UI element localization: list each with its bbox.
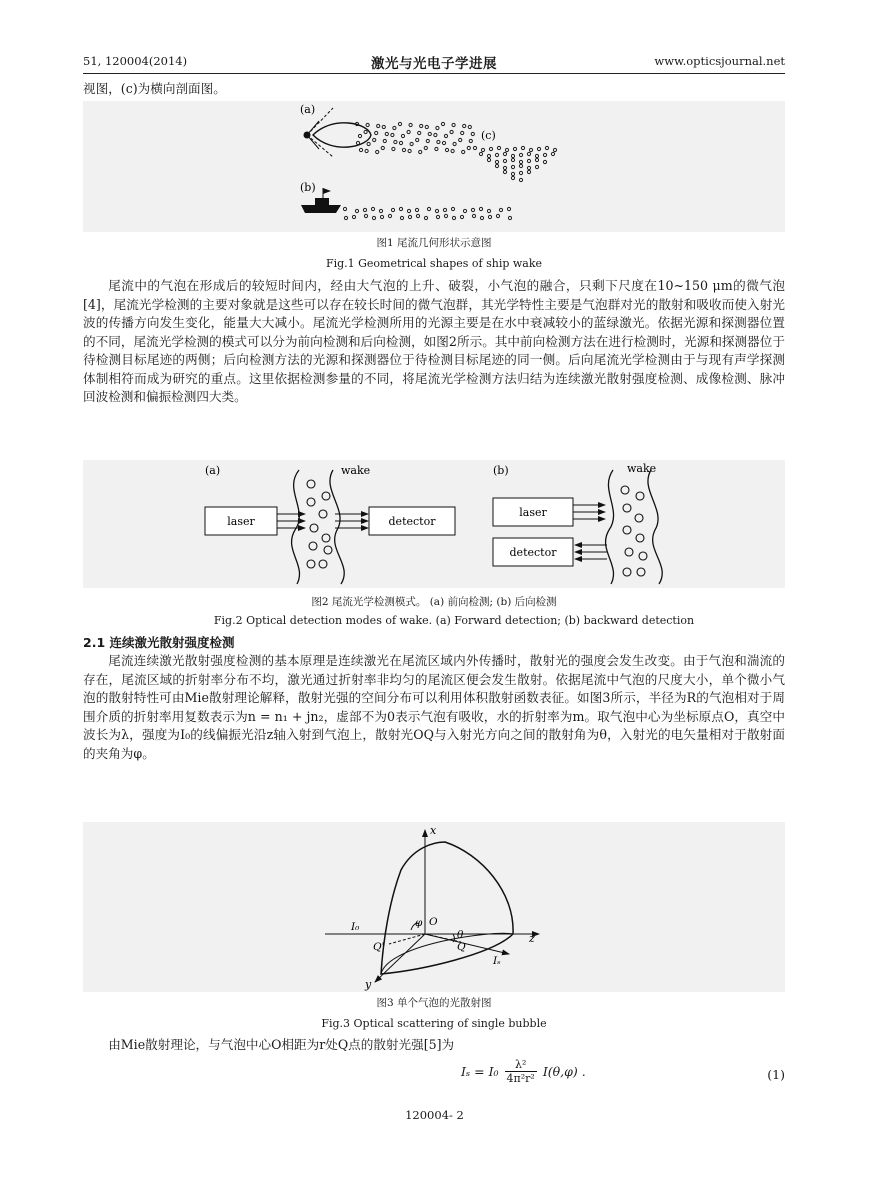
fig2b-label: (b): [493, 464, 509, 477]
figure-2: [83, 460, 785, 588]
bubble-dot: [391, 208, 394, 211]
bubble-dot: [409, 123, 412, 126]
bubble-dot: [487, 154, 490, 157]
bubble-dot: [503, 159, 506, 162]
bubble-dot: [527, 159, 530, 162]
wake-bubbles-cross-section: [473, 146, 556, 181]
bubble-dot: [441, 122, 444, 125]
axis-y-label: y: [365, 978, 372, 991]
wake-label-b: wake: [627, 462, 657, 475]
figure-1-caption-cn: 图1 尾流几何形状示意图: [376, 237, 492, 249]
bubble-dot: [444, 214, 447, 217]
bubble-dot: [364, 130, 367, 133]
equation-numerator: λ²: [505, 1058, 537, 1072]
bubble-dot: [529, 148, 532, 151]
bubble-dot: [505, 148, 508, 151]
bubble-dot: [435, 147, 438, 150]
bubble-dot: [495, 160, 498, 163]
wake-bubbles-top: [355, 122, 474, 153]
paragraph-3: [83, 1036, 785, 1055]
figure-2-caption-en: Fig.2 Optical detection modes of wake. (a) Forward detection; (b) backward detection: [213, 614, 695, 627]
bubble-dot: [461, 131, 464, 134]
journal-title: 激光与光电子学进展: [371, 56, 497, 72]
bubble-dot: [467, 146, 470, 149]
bubble-dot: [407, 130, 410, 133]
forward-detection-panel: [205, 464, 455, 584]
bubble-dot: [394, 140, 397, 143]
bubble-dot: [499, 208, 502, 211]
bubble-dot: [489, 147, 492, 150]
bubble-dot: [511, 158, 514, 161]
bubble-dot: [553, 148, 556, 151]
bubble-dot: [495, 164, 498, 167]
bubble-dot: [535, 165, 538, 168]
bubble-dot: [359, 148, 362, 151]
incident-label: I₀: [351, 921, 360, 933]
bubble-dot: [379, 209, 382, 212]
bubble-dot: [479, 207, 482, 210]
bubble-dot: [503, 170, 506, 173]
bubble-dot: [537, 147, 540, 150]
bubble-dot: [399, 207, 402, 210]
bubble-dot: [459, 138, 462, 141]
bubble-dot: [469, 139, 472, 142]
bubble-dot: [488, 215, 491, 218]
bubble-dot: [543, 160, 546, 163]
bubble-dot: [391, 133, 394, 136]
paragraph-2: [83, 652, 785, 763]
laser-label-b: laser: [519, 506, 547, 519]
bubble-dot: [481, 148, 484, 151]
equation-lhs: Iₛ = I₀: [461, 1064, 499, 1079]
bubble-dot: [503, 166, 506, 169]
paragraph-3-text: 由Mie散射理论，与气泡中心O相距为r处Q点的散射光强[5]为: [108, 1037, 455, 1052]
bubble-dot: [497, 146, 500, 149]
bubble-dot: [418, 131, 421, 134]
wake-label-a: wake: [341, 464, 371, 477]
bubble-dot: [435, 209, 438, 212]
figure-3-caption-cn: 图3 单个气泡的光散射图: [376, 997, 492, 1009]
bubble-dot: [519, 153, 522, 156]
q-label: Q: [457, 941, 466, 953]
bubble-dot: [452, 216, 455, 219]
bubble-dot: [436, 215, 439, 218]
bubble-dot: [367, 142, 370, 145]
bubble-dot: [472, 214, 475, 217]
fig1-label-a: (a): [300, 103, 316, 116]
bubble-dot: [428, 132, 431, 135]
bubble-dot: [419, 150, 422, 153]
bubble-dot: [392, 147, 395, 150]
detector-label-a: detector: [388, 515, 436, 528]
bubble-dot: [381, 146, 384, 149]
equation-fraction: [505, 1058, 537, 1085]
figure-2-drawing: [83, 460, 785, 588]
bubble-dot: [471, 132, 474, 135]
bubble-dot: [407, 209, 410, 212]
bubble-dot: [463, 124, 466, 127]
bubble-dot: [373, 138, 376, 141]
bubble-dot: [401, 134, 404, 137]
detector-label-b: detector: [509, 546, 557, 559]
bubble-dot: [416, 138, 419, 141]
bubble-dot: [375, 131, 378, 134]
bubble-dot: [366, 123, 369, 126]
header-rule: [83, 73, 785, 74]
bubble-dot: [426, 139, 429, 142]
bubble-dot: [399, 141, 402, 144]
bubble-dot: [453, 142, 456, 145]
bubble-dot: [376, 150, 379, 153]
bubble-dot: [443, 208, 446, 211]
bubble-dot: [416, 214, 419, 217]
bubble-dot: [519, 164, 522, 167]
backward-detection-panel: [493, 462, 662, 584]
paragraph-1-text: 尾流中的气泡在形成后的较短时间内，经由大气泡的上升、破裂，小气泡的融合，只剩下尺度在10~150 μm的微气泡[4]，尾流光学检测的主要对象就是这些可以存在较长时间的微气泡群，其光学特性主要是气泡群对光的散射和吸收而使入射光波的传播方向发生变化，能量大大减小。尾流光学检测所用的光源主要是在水中衰减较小的蓝绿激光。依据光源和探测器位置的不同，尾流光学检测的模式可以分为前向检测和后向检测，如图2所示。其中前向检测方法在进行检测时，光源和探测器位于待检测目标尾迹的两侧；后向检测方法的光源和探测器位于待检测目标尾迹的同一侧。后向尾流光学检测由于与现有声学探测体制相符而成为研究的重点。这里依据检测参量的不同，将尾流光学检测方法归结为连续激光散射强度检测、成像检测、脉冲回波检测和偏振检测四大类。: [83, 278, 785, 404]
figure-1-caption-en: Fig.1 Geometrical shapes of ship wake: [325, 257, 543, 270]
bubble-dot: [519, 171, 522, 174]
bubble-dot: [462, 150, 465, 153]
bubble-dot: [513, 147, 516, 150]
bubble-dot: [415, 208, 418, 211]
bubble-dot: [519, 178, 522, 181]
bubble-dot: [535, 158, 538, 161]
paragraph-2-text: 尾流连续激光散射强度检测的基本原理是连续激光在尾流区域内外传播时，散射光的强度会发生改变。由于气泡和湍流的存在，尾流区域的折射率分布不均，激光通过折射率非均匀的尾流区便会发生散射。依据尾流中气泡的尺度大小，单个微小气泡的散射特性可由Mie散射理论解释，散射光强的空间分布可以利用体积散射函数表征。如图3所示，半径为R的气泡相对于周围介质的折射率用复数表示为n = n₁ + jn₂，虚部不为0表示气泡有吸收，水的折射率为m。取气泡中心为坐标原点O，真空中波长为λ，强度为I₀的线偏振光沿z轴入射到气泡上，散射光OQ与入射光方向之间的散射角为θ，入射光的电矢量相对于散射面的夹角为φ。: [83, 653, 785, 761]
bubble-dot: [495, 153, 498, 156]
bubble-dot: [444, 134, 447, 137]
page-header: [83, 52, 785, 74]
q-prime-label: Q': [373, 941, 385, 953]
figure-3-drawing: [83, 822, 785, 992]
paragraph-1: [83, 277, 785, 407]
bubble-dot: [487, 158, 490, 161]
bubble-dot: [507, 207, 510, 210]
bubble-dot: [363, 208, 366, 211]
figure-3: [83, 822, 785, 992]
bubble-dot: [527, 166, 530, 169]
bubble-dot: [398, 122, 401, 125]
bubble-dot: [535, 154, 538, 157]
bubble-dot: [451, 207, 454, 210]
bubble-dot: [380, 215, 383, 218]
equation-number: (1): [767, 1067, 785, 1082]
fig1-label-c: (c): [481, 129, 496, 142]
bubble-dot: [511, 165, 514, 168]
bubble-dot: [402, 148, 405, 151]
axis-x-label: x: [430, 824, 437, 837]
fig2a-label: (a): [205, 464, 221, 477]
bubble-dot: [551, 152, 554, 155]
journal-citation: 51, 120004(2014): [83, 54, 188, 68]
origin-label: O: [429, 916, 438, 928]
bubble-dot: [463, 209, 466, 212]
bubble-dot: [364, 214, 367, 217]
bubble-dot: [425, 125, 428, 128]
bubble-dot: [356, 141, 359, 144]
bubble-dot: [383, 139, 386, 142]
bubble-dot: [527, 170, 530, 173]
bubble-dot: [452, 123, 455, 126]
bubble-dot: [408, 215, 411, 218]
section-heading: 2.1 连续激光散射强度检测: [83, 635, 235, 650]
page-footer: 120004- 2: [405, 1108, 464, 1122]
equation-denominator: 4π²r²: [506, 1072, 535, 1085]
figure-3-caption-en: Fig.3 Optical scattering of single bubble: [321, 1017, 547, 1030]
bubble-dot: [372, 216, 375, 219]
bubble-dot: [445, 148, 448, 151]
phi-label: φ: [415, 917, 423, 929]
bubble-dot: [460, 215, 463, 218]
bubble-dot: [545, 146, 548, 149]
equation-body: [461, 1058, 586, 1085]
bubble-dot: [437, 140, 440, 143]
bubble-dot: [393, 126, 396, 129]
bubble-dot: [371, 207, 374, 210]
bubble-dot: [400, 216, 403, 219]
bubble-dot: [365, 149, 368, 152]
bubble-dot: [451, 149, 454, 152]
figure-1: [83, 101, 785, 232]
bubble-dot: [355, 209, 358, 212]
bubble-dot: [511, 176, 514, 179]
bubble-dot: [382, 125, 385, 128]
bubble-dot: [479, 152, 482, 155]
scattered-label: Iₛ: [493, 955, 501, 967]
bubble-dot: [385, 132, 388, 135]
bubble-dot: [410, 142, 413, 145]
bubble-dot: [450, 130, 453, 133]
bubble-dot: [511, 154, 514, 157]
bubble-dot: [511, 172, 514, 175]
bubble-dot: [480, 216, 483, 219]
bubble-dot: [388, 214, 391, 217]
bubble-dot: [521, 146, 524, 149]
bubble-dot: [543, 153, 546, 156]
laser-label-a: laser: [227, 515, 255, 528]
bubble-dot: [442, 141, 445, 144]
bubbles-b: [621, 486, 647, 576]
axis-z-label: z: [529, 932, 535, 945]
bubble-dot: [436, 126, 439, 129]
figure-2-caption-cn: 图2 尾流光学检测模式。 (a) 前向检测; (b) 后向检测: [311, 596, 557, 608]
bubble-dot: [471, 208, 474, 211]
bubble-dot: [527, 152, 530, 155]
bubble-dot: [503, 152, 506, 155]
intro-line: 视图，(c)为横向剖面图。: [83, 81, 226, 96]
bubble-dot: [473, 146, 476, 149]
bubbles-a: [307, 480, 332, 568]
bubble-dot: [468, 125, 471, 128]
bubble-dot: [377, 124, 380, 127]
theta-label: θ: [457, 929, 464, 941]
bubble-dot: [496, 214, 499, 217]
bubble-dot: [424, 146, 427, 149]
bubble-dot: [519, 160, 522, 163]
bubble-dot: [352, 215, 355, 218]
figure-1-drawing: [83, 101, 785, 232]
equation-rhs: I(θ,φ) .: [542, 1064, 586, 1079]
bubble-dot: [427, 207, 430, 210]
wake-bubbles-side: [343, 207, 511, 219]
bubble-dot: [343, 207, 346, 210]
fig1-label-b: (b): [300, 181, 316, 194]
equation-1: [83, 1058, 785, 1094]
bubble-dot: [434, 133, 437, 136]
bubble-dot: [508, 216, 511, 219]
bubble-dot: [424, 216, 427, 219]
bubble-dot: [408, 149, 411, 152]
journal-website: www.opticsjournal.net: [654, 54, 785, 68]
bubble-dot: [358, 134, 361, 137]
bubble-dot: [344, 216, 347, 219]
bubble-dot: [420, 124, 423, 127]
bubble-dot: [487, 209, 490, 212]
